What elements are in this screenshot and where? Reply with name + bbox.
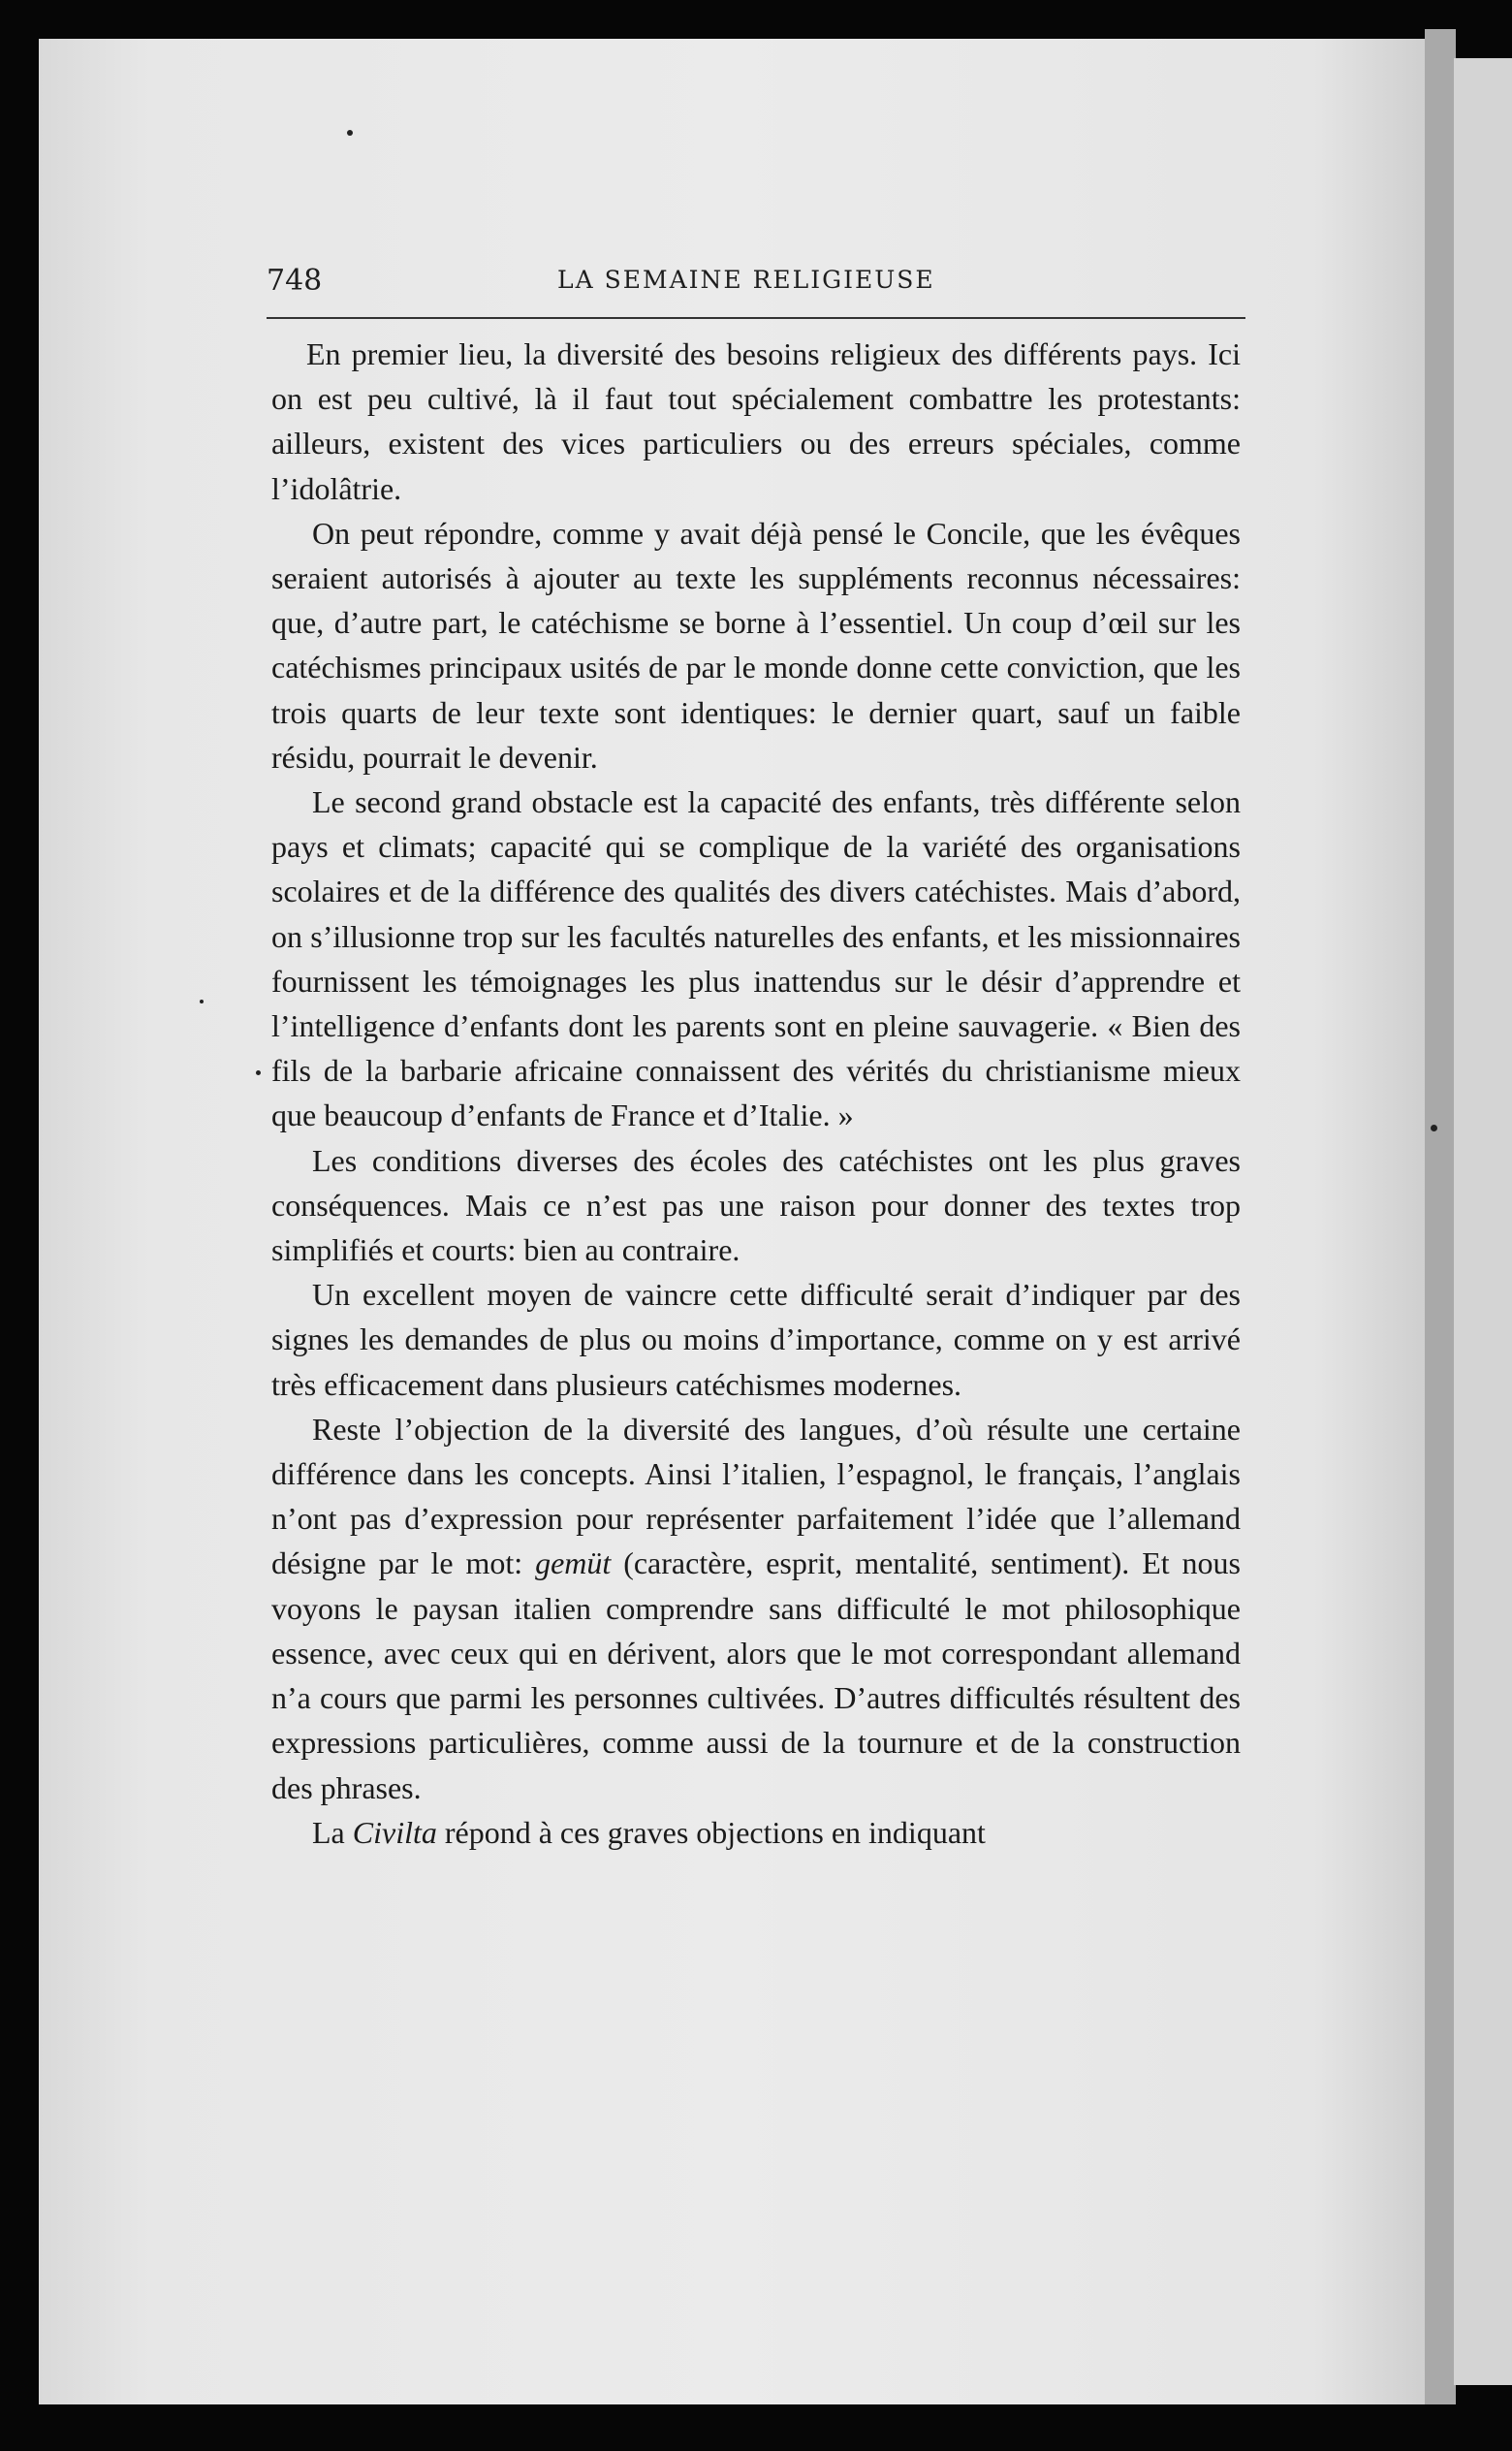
paragraph: On peut répondre, comme y avait déjà pensé le Concile, que les évêques seraient autorisés à ajouter au texte les suppléments reconnus nécessaires: que, d’autre part, le catéchisme se borne à l’essentiel. Un coup d’œil sur les catéchismes principaux usités de par le monde donne cette conviction, que les trois quarts de leur texte sont identiques: le dernier quart, sauf un faible résidu, pourrait le devenir.	[271, 515, 1241, 775]
paragraph: Les conditions diverses des écoles des catéchistes ont les plus graves conséquences. Mais ce n’est pas une raison pour donner des textes trop simplifiés et courts: bien au contraire.	[271, 1142, 1241, 1268]
paragraph	[271, 1407, 1241, 1810]
page-header	[267, 260, 1245, 302]
paragraph-text: répond à ces graves objections en indiquant	[436, 1814, 986, 1850]
page-number: 748	[267, 264, 323, 298]
paragraph-text: (caractère, esprit, mentalité, sentiment). Et nous voyons le paysan italien comprendre sans difficulté le mot philosophique essence, avec ceux qui en dérivent, alors que le mot correspondant allemand n’a cours que parmi les personnes cultivées. D’autres difficultés résultent des expressions particulières, comme aussi de la tournure et de la construction des phrases.	[271, 1545, 1241, 1805]
paragraph-text: La	[312, 1814, 353, 1850]
paragraph: Un excellent moyen de vaincre cette difficulté serait d’indiquer par des signes les demandes de plus ou moins d’importance, comme on y est arrivé très efficacement dans plusieurs catéchismes modernes.	[271, 1277, 1241, 1402]
facing-page-edge	[1425, 29, 1456, 2404]
paragraph	[271, 1810, 1241, 1855]
facing-page-margin	[1454, 58, 1512, 2385]
header-rule	[267, 317, 1245, 319]
italic-title: Civilta	[352, 1814, 437, 1850]
italic-term: gemüt	[535, 1545, 612, 1581]
dust-speck	[1431, 1125, 1437, 1131]
paragraph: En premier lieu, la diversité des besoins religieux des différents pays. Ici on est peu cultivé, là il faut tout spécialement combattre les protestants: ailleurs, existent des vices particuliers ou des erreurs spéciales, comme l’idolâtrie.	[271, 336, 1241, 506]
paragraph-text: Reste l’objection de la diversité des langues, d’où résulte une certaine différence dans les concepts. Ainsi l’italien, l’espagnol, le français, l’anglais n’ont pas d’expression pour représenter parfaitement l’idée que l’allemand désigne par le mot:	[271, 1411, 1241, 1581]
dust-speck	[200, 1000, 204, 1003]
dust-speck	[256, 1070, 261, 1075]
running-title: LA SEMAINE RELIGIEUSE	[557, 266, 935, 294]
dust-speck	[347, 130, 353, 136]
article-body	[271, 332, 1241, 1855]
paragraph: Le second grand obstacle est la capacité des enfants, très différente selon pays et climats; capacité qui se complique de la variété des organisations scolaires et de la différence des qualités des divers catéchistes. Mais d’abord, on s’illusionne trop sur les facultés naturelles des enfants, et les missionnaires fournissent les témoignages les plus inattendus sur le désir d’apprendre et l’intelligence d’enfants dont les parents sont en pleine sauvagerie. « Bien des fils de la barbarie africaine connaissent des vérités du christianisme mieux que beaucoup d’enfants de France et d’Italie. »	[271, 784, 1241, 1133]
